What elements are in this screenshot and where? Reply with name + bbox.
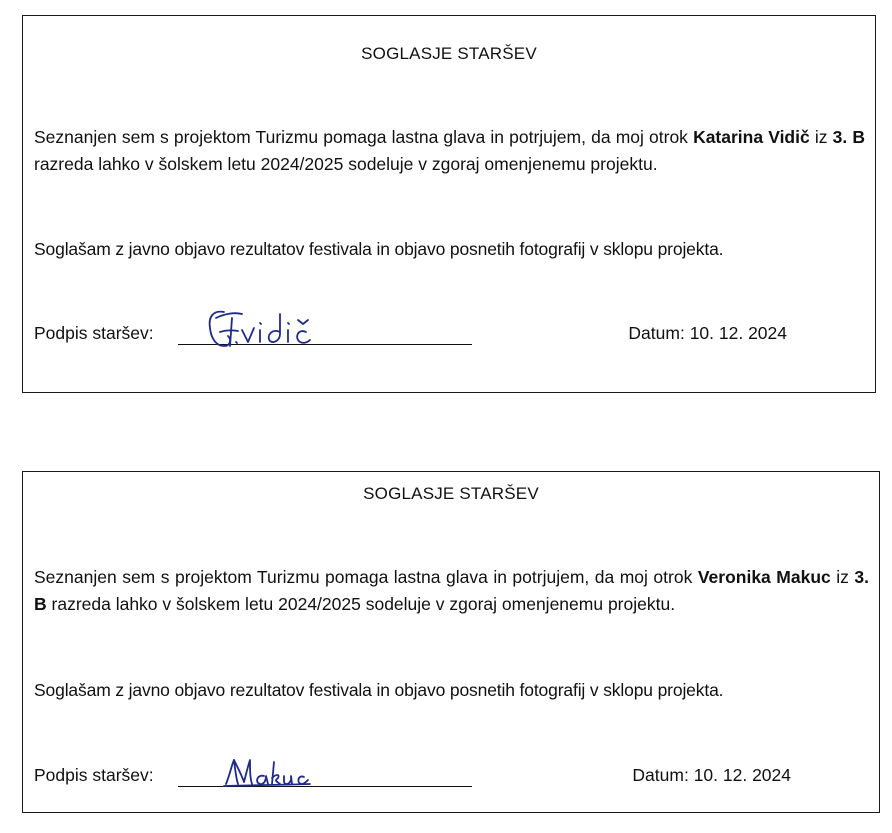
consent-mid: iz [830, 567, 855, 587]
date-field [632, 760, 791, 790]
handwritten-signature [222, 754, 372, 798]
signature-label: Podpis staršev: [34, 323, 154, 343]
consent-intro: Seznanjen sem s projektom Turizmu pomaga lastna glava in potrjujem, da moj otrok [34, 567, 698, 587]
child-class: 3. B [832, 127, 866, 147]
form-title: SOGLASJE STARŠEV [361, 44, 537, 63]
consent-outro: razreda lahko v šolskem letu 2024/2025 sodeluje v zgoraj omenjenemu projektu. [46, 594, 676, 614]
consent-paragraph [34, 564, 869, 618]
publish-consent-paragraph: Soglašam z javno objavo rezultatov festivala in objavo posnetih fotografij v sklopu projekta. [34, 680, 724, 700]
date-value: 10. 12. 2024 [689, 323, 787, 343]
child-class: 3. B [34, 567, 869, 614]
consent-paragraph [34, 124, 865, 178]
signature-row [34, 318, 865, 348]
consent-form-1 [22, 15, 876, 393]
consent-mid: iz [809, 127, 833, 147]
publish-consent-paragraph: Soglašam z javno objavo rezultatov festivala in objavo posnetih fotografij v sklopu projekta. [34, 239, 724, 259]
date-label: Datum: [628, 323, 685, 343]
form-title: SOGLASJE STARŠEV [363, 484, 539, 503]
date-value: 10. 12. 2024 [693, 765, 791, 785]
child-name: Katarina Vidič [693, 127, 810, 147]
consent-outro: razreda lahko v šolskem letu 2024/2025 sodeluje v zgoraj omenjenemu projektu. [34, 154, 658, 174]
child-name: Veronika Makuc [697, 567, 831, 587]
signature-label: Podpis staršev: [34, 765, 154, 785]
date-field [628, 318, 787, 348]
consent-form-2 [22, 471, 880, 813]
consent-intro: Seznanjen sem s projektom Turizmu pomaga lastna glava in potrjujem, da moj otrok [34, 127, 694, 147]
signature-row [34, 760, 869, 790]
date-label: Datum: [632, 765, 689, 785]
handwritten-signature [202, 306, 352, 350]
